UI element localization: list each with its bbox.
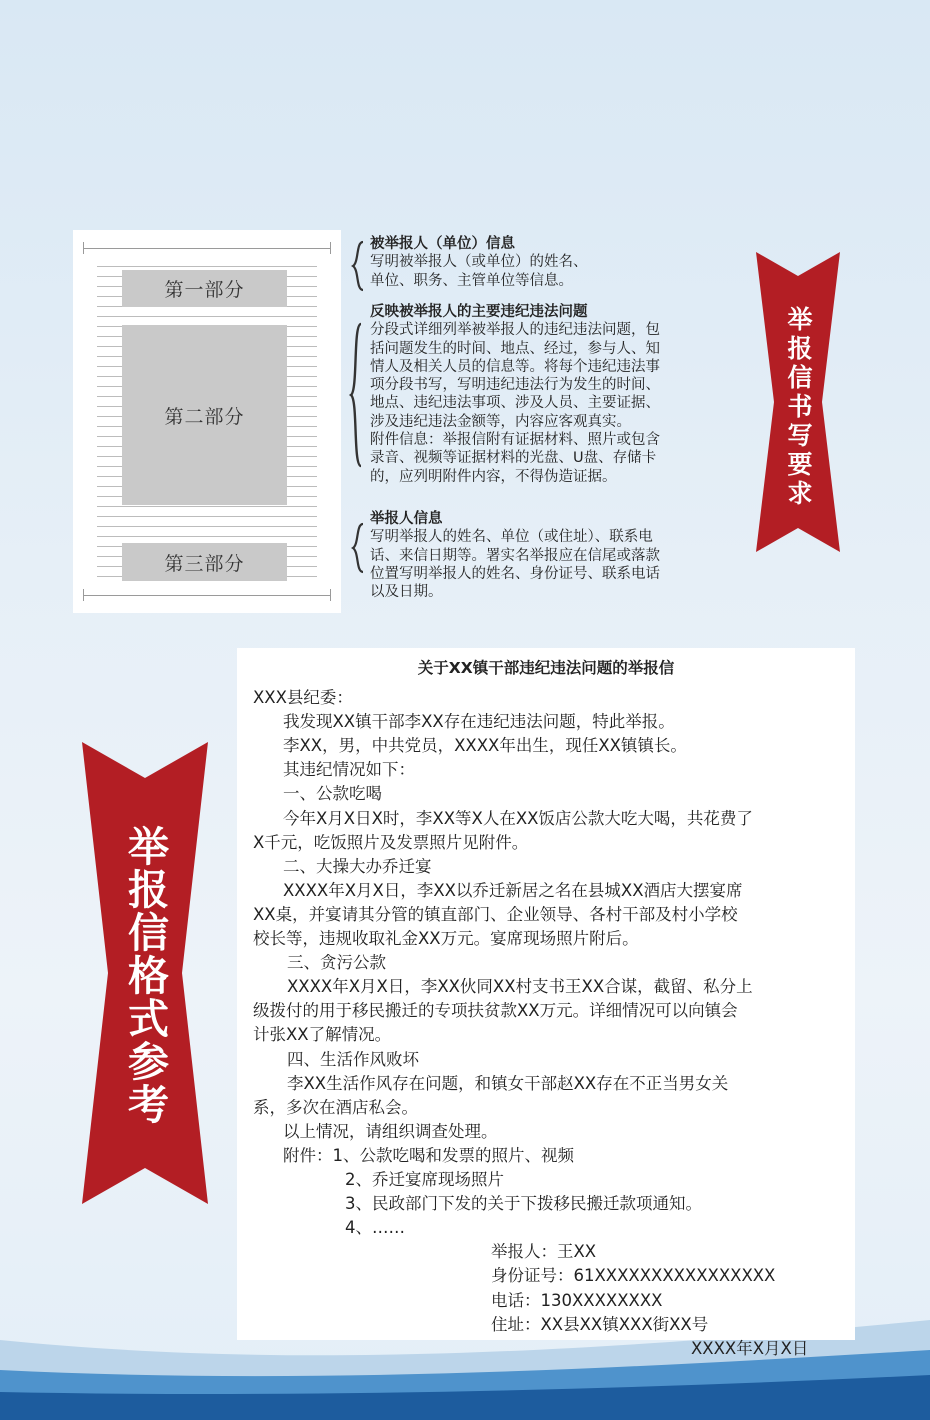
sample-letter <box>237 648 855 1358</box>
part-two-label: 第二部分 <box>164 405 245 428</box>
left-ribbon-title: 举报信格式参考 <box>121 824 169 1126</box>
letter-line: 李XX，男，中共党员，XXXX年出生，现任XX镇镇长。 <box>283 736 687 756</box>
part-three-label: 第三部分 <box>164 552 245 575</box>
requirement-title: 反映被举报人的主要违纪违法问题 <box>370 304 588 320</box>
requirement-line: 附件信息：举报信附有证据材料、照片或包含 <box>370 432 660 449</box>
letter-line: 一、公款吃喝 <box>283 784 382 804</box>
letter-line: XX桌，并宴请其分管的镇直部门、企业领导、各村干部及村小学校 <box>253 904 738 924</box>
requirement-title: 举报人信息 <box>370 511 443 527</box>
letter-line: X千元，吃饭照片及发票照片见附件。 <box>253 832 529 852</box>
right-ribbon-title: 举报信书写要求 <box>784 305 813 509</box>
requirement-line: 地点、违纪违法事项、涉及人员、主要证据、 <box>370 395 660 412</box>
part-one-label: 第一部分 <box>164 279 245 301</box>
letter-line: 2、乔迁宴席现场照片 <box>345 1170 504 1189</box>
requirement-line: 位置写明举报人的姓名、身份证号、联系电话 <box>370 565 660 582</box>
letter-line: 系，多次在酒店私会。 <box>253 1097 418 1117</box>
letter-line: XXXX年X月X日，李XX以乔迁新居之名在县城XX酒店大摆宴席 <box>283 880 743 900</box>
brace-section-two-icon <box>348 322 364 468</box>
brace-section-three-icon <box>350 522 366 574</box>
letter-line: XXXX年X月X日，李XX伙同XX村支书王XX合谋，截留、私分上 <box>287 977 753 997</box>
letter-line: 二、大操大办乔迁宴 <box>283 856 432 876</box>
part-two-block <box>122 325 287 505</box>
paper-line <box>97 506 317 507</box>
requirement-line: 涉及违纪违法金额等，内容应客观真实。 <box>370 413 631 430</box>
letter-line: 三、贪污公款 <box>287 953 386 973</box>
requirement-line: 写明举报人的姓名、单位（或住址）、联系电 <box>370 529 653 546</box>
requirement-line: 单位、职务、主管单位等信息。 <box>370 272 573 289</box>
letter-line: 四、生活作风败坏 <box>287 1049 419 1069</box>
requirement-line: 的，应列明附件内容，不得伪造证据。 <box>370 468 617 485</box>
letter-line: 举报人：王XX <box>491 1242 597 1262</box>
requirement-line: 项分段书写，写明违纪违法行为发生的时间、 <box>370 377 660 394</box>
letter-line: 计张XX了解情况。 <box>253 1025 392 1045</box>
letter-line: 电话：130XXXXXXXX <box>491 1290 663 1310</box>
letter-line: 李XX生活作风存在问题，和镇女干部赵XX存在不正当男女关 <box>287 1073 729 1093</box>
part-three-block <box>122 543 287 581</box>
letter-line: 我发现XX镇干部李XX存在违纪违法问题，特此举报。 <box>283 712 675 732</box>
requirement-title: 被举报人（单位）信息 <box>370 236 515 252</box>
letter-line: 级拨付的用于移民搬迁的专项扶贫款XX万元。详细情况可以向镇会 <box>253 1001 738 1021</box>
paper-line <box>97 536 317 537</box>
requirement-line: 情人及相关人员的信息等。将每个违纪违法事 <box>370 358 660 375</box>
letter-line: 住址：XX县XX镇XXX街XX号 <box>491 1314 709 1334</box>
letter-title: 关于XX镇干部违纪违法问题的举报信 <box>417 659 675 677</box>
requirement-line: 录音、视频等证据材料的光盘、U盘、存储卡 <box>370 450 657 467</box>
letter-structure-diagram <box>73 230 341 613</box>
letter-line: 附件：1、公款吃喝和发票的照片、视频 <box>283 1145 574 1165</box>
letter-line: 以上情况，请组织调查处理。 <box>283 1121 498 1141</box>
letter-line: XXXX年X月X日 <box>691 1338 809 1358</box>
paper-line <box>97 526 317 527</box>
letter-line: 4、…… <box>345 1218 405 1238</box>
requirement-section-one <box>370 235 588 290</box>
requirement-line: 话、来信日期等。署实名举报应在信尾或落款 <box>370 547 660 564</box>
brace-section-one-icon <box>350 240 366 292</box>
requirement-section-two <box>370 303 660 486</box>
letter-line: 今年X月X日X时，李XX等X人在XX饭店公款大吃大喝，共花费了 <box>283 808 753 828</box>
letter-line: XXX县纪委： <box>253 688 353 707</box>
paper-line <box>97 316 317 317</box>
letter-line: 3、民政部门下发的关于下拨移民搬迁款项通知。 <box>345 1194 702 1214</box>
letter-line: 身份证号：61XXXXXXXXXXXXXXXX <box>491 1266 776 1286</box>
requirement-section-three <box>370 510 660 601</box>
letter-line: 校长等，违规收取礼金XX万元。宴席现场照片附后。 <box>253 929 639 948</box>
part-one-block <box>122 270 287 307</box>
requirement-line: 括问题发生的时间、地点、经过，参与人、知 <box>370 340 660 357</box>
letter-line: 其违纪情况如下： <box>283 760 415 780</box>
paper-line <box>97 266 317 267</box>
requirement-line: 分段式详细列举被举报人的违纪违法问题，包 <box>370 322 660 339</box>
requirement-line: 以及日期。 <box>370 584 443 601</box>
requirement-line: 写明被举报人（或单位）的姓名、 <box>370 254 588 271</box>
paper-line <box>97 516 317 517</box>
